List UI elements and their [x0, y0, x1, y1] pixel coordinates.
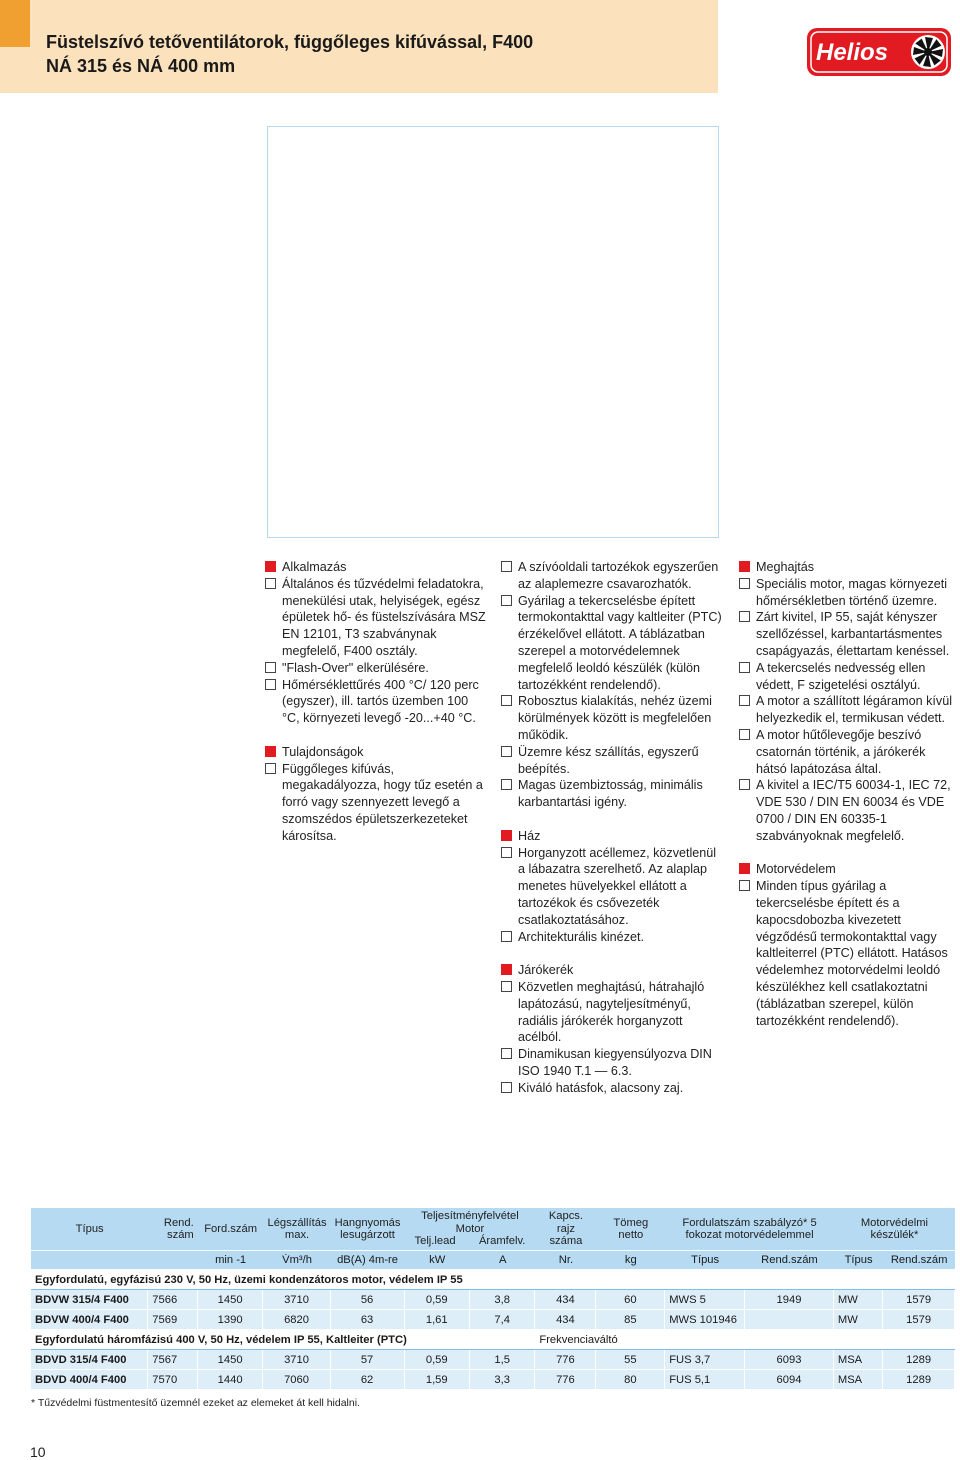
column-drive [739, 559, 957, 1029]
checkbox-icon [739, 695, 750, 706]
cell: MW [834, 1290, 883, 1310]
cell-type: BDVW 315/4 F400 [31, 1290, 148, 1310]
checkbox-icon [501, 779, 512, 790]
col-header: Rend. szám [148, 1208, 197, 1251]
cell: 1,61 [405, 1310, 470, 1330]
unit: kg [596, 1251, 665, 1270]
title-line-1: Füstelszívó tetőventilátorok, függőleges kifúvással, F400 [46, 32, 534, 52]
col-header-power [405, 1208, 536, 1251]
unit: dB(A) 4m-re [331, 1251, 405, 1270]
header-accent [0, 0, 30, 47]
table-row [31, 1310, 955, 1330]
section-row [31, 1330, 955, 1350]
checkbox-icon [501, 695, 512, 706]
heading-motorvedelem: Motorvédelem [739, 861, 957, 878]
checkbox-icon [739, 779, 750, 790]
list-item: Minden típus gyárilag a tekercselésbe épített és a kapocsdobozba kivezetett végződésű termokontakttal vagy kaltleiterrel (PTC) ellátott. Hatásos védelemhez motorvédelmi leoldó készülékhez kell csatlakoztatni (táblázatban szerepel, külön tartozékként rendelendő). [739, 878, 957, 1029]
checkbox-icon [739, 880, 750, 891]
cell: 1949 [745, 1290, 834, 1310]
checkbox-icon [501, 595, 512, 606]
cell: 434 [535, 1310, 596, 1330]
checkbox-icon [501, 847, 512, 858]
checkbox-icon [265, 763, 276, 774]
cell: 6094 [745, 1370, 834, 1390]
list-item: "Flash-Over" elkerülésére. [265, 660, 487, 677]
table-row [31, 1370, 955, 1390]
checkbox-icon [501, 931, 512, 942]
list-item: Kiváló hatásfok, alacsony zaj. [501, 1080, 723, 1097]
fan-icon [911, 35, 945, 69]
table-row [31, 1350, 955, 1370]
cell: 80 [596, 1370, 665, 1390]
cell: 1450 [198, 1290, 264, 1310]
cell [745, 1310, 834, 1330]
cell: 3,3 [470, 1370, 535, 1390]
col-header: Tömeg netto [596, 1208, 665, 1251]
red-square-icon [501, 830, 512, 841]
cell: 63 [331, 1310, 405, 1330]
cell: MWS 101946 [665, 1310, 745, 1330]
cell: 60 [596, 1290, 665, 1310]
unit: V̇m³/h [263, 1251, 330, 1270]
checkbox-icon [501, 981, 512, 992]
list-item: A motor a szállított légáramon kívül helyezkedik el, termikusan védett. [739, 693, 957, 727]
column-application [265, 559, 487, 845]
cell: 3710 [263, 1350, 330, 1370]
checkbox-icon [501, 1048, 512, 1059]
col-header: Hangnyomás lesugárzott [331, 1208, 405, 1251]
heading-tulajdonsagok: Tulajdonságok [265, 744, 487, 761]
unit: Típus [665, 1251, 745, 1270]
checkbox-icon [739, 662, 750, 673]
checkbox-icon [265, 578, 276, 589]
cell: 776 [535, 1350, 596, 1370]
section-label: Egyfordulatú háromfázisú 400 V, 50 Hz, védelem IP 55, Kaltleiter (PTC) [31, 1330, 535, 1350]
cell: 1289 [883, 1350, 955, 1370]
col-subheader: Áramfelv. [478, 1235, 526, 1248]
list-item: Üzemre kész szállítás, egyszerű beépítés. [501, 744, 723, 778]
cell: 7569 [148, 1310, 197, 1330]
cell: 3710 [263, 1290, 330, 1310]
cell-type: BDVD 315/4 F400 [31, 1350, 148, 1370]
list-item: Hőmérséklettűrés 400 °C/ 120 perc (egyszer), ill. tartós üzemben 100 °C, környezeti levegő -20...+40 °C. [265, 677, 487, 727]
cell: 1579 [883, 1290, 955, 1310]
cell: 1,59 [405, 1370, 470, 1390]
spec-table [31, 1208, 955, 1390]
cell: 7566 [148, 1290, 197, 1310]
cell: FUS 5,1 [665, 1370, 745, 1390]
cell: 1579 [883, 1310, 955, 1330]
list-item: Dinamikusan kiegyensúlyozva DIN ISO 1940 T.1 — 6.3. [501, 1046, 723, 1080]
cell: 6093 [745, 1350, 834, 1370]
heading-meghajtas: Meghajtás [739, 559, 957, 576]
cell: 56 [331, 1290, 405, 1310]
table-header-row [31, 1208, 955, 1251]
table-row [31, 1290, 955, 1310]
unit: kW [405, 1251, 470, 1270]
helios-logo [806, 27, 952, 77]
red-square-icon [739, 561, 750, 572]
page-title [46, 30, 533, 78]
unit: min -1 [198, 1251, 264, 1270]
checkbox-icon [265, 662, 276, 673]
list-item: Közvetlen meghajtású, hátrahajló lapátozású, nagyteljesítményű, radiális járókerék horganyzott acélból. [501, 979, 723, 1046]
cell: 0,59 [405, 1350, 470, 1370]
col-header: Fordulatszám szabályzó* 5 fokozat motorvédelemmel [665, 1208, 834, 1251]
column-properties [501, 559, 723, 1097]
product-image-frame [267, 126, 719, 538]
section-extra: Frekvenciaváltó [535, 1330, 955, 1350]
cell: 1450 [198, 1350, 264, 1370]
list-item: Architekturális kinézet. [501, 929, 723, 946]
list-item: Speciális motor, magas környezeti hőmérsékletben történő üzemre. [739, 576, 957, 610]
col-subheader: Telj.lead [414, 1235, 456, 1248]
checkbox-icon [501, 561, 512, 572]
cell: 7,4 [470, 1310, 535, 1330]
cell: 3,8 [470, 1290, 535, 1310]
page-number: 10 [30, 1444, 46, 1460]
heading-jarokerek: Járókerék [501, 962, 723, 979]
checkbox-icon [739, 611, 750, 622]
cell-type: BDVD 400/4 F400 [31, 1370, 148, 1390]
cell: 1289 [883, 1370, 955, 1390]
list-item: Általános és tűzvédelmi feladatokra, menekülési utak, helyiségek, egész épületek hő- és füstelszívására MSZ EN 12101, T3 szabványnak megfelelő, F400 osztály. [265, 576, 487, 660]
checkbox-icon [739, 729, 750, 740]
col-header: Kapcs. rajz száma [535, 1208, 596, 1251]
col-header: Légszállítás max. [263, 1208, 330, 1251]
red-square-icon [739, 863, 750, 874]
checkbox-icon [739, 578, 750, 589]
heading-haz: Ház [501, 828, 723, 845]
list-item: A kivitel a IEC/T5 60034-1, IEC 72, VDE 530 / DIN EN 60034 és VDE 0700 / DIN EN 60335-1 szabványoknak megfelelő. [739, 777, 957, 844]
title-line-2: NÁ 315 és NÁ 400 mm [46, 56, 236, 76]
cell: 434 [535, 1290, 596, 1310]
cell: 55 [596, 1350, 665, 1370]
cell: FUS 3,7 [665, 1350, 745, 1370]
list-item: Zárt kivitel, IP 55, saját kényszer szellőzéssel, karbantartásmentes csapágyazás, élettartam kenéssel. [739, 609, 957, 659]
list-item: A szívóoldali tartozékok egyszerűen az alaplemezre csavarozhatók. [501, 559, 723, 593]
cell: 62 [331, 1370, 405, 1390]
list-item: A motor hűtőlevegője beszívó csatornán történik, a járókerék hátsó lapátozása által. [739, 727, 957, 777]
cell: 57 [331, 1350, 405, 1370]
cell-type: BDVW 400/4 F400 [31, 1310, 148, 1330]
cell: MWS 5 [665, 1290, 745, 1310]
logo-text: Helios [816, 39, 889, 66]
unit: Típus [834, 1251, 883, 1270]
red-square-icon [265, 746, 276, 757]
checkbox-icon [501, 1082, 512, 1093]
cell: 776 [535, 1370, 596, 1390]
col-header: Teljesítményfelvétel Motor [421, 1210, 519, 1235]
cell: 7570 [148, 1370, 197, 1390]
unit: A [470, 1251, 535, 1270]
red-square-icon [265, 561, 276, 572]
cell: MSA [834, 1350, 883, 1370]
cell: MSA [834, 1370, 883, 1390]
footnote: * Tűzvédelmi füstmentesítő üzemnél ezeket az elemeket át kell hidalni. [31, 1397, 360, 1409]
cell: 6820 [263, 1310, 330, 1330]
cell: 7060 [263, 1370, 330, 1390]
cell: 1440 [198, 1370, 264, 1390]
cell: 1390 [198, 1310, 264, 1330]
cell: 7567 [148, 1350, 197, 1370]
cell: MW [834, 1310, 883, 1330]
red-square-icon [501, 964, 512, 975]
cell: 85 [596, 1310, 665, 1330]
section-label: Egyfordulatú, egyfázisú 230 V, 50 Hz, üzemi kondenzátoros motor, védelem IP 55 [31, 1270, 955, 1290]
unit: Rend.szám [745, 1251, 834, 1270]
col-header: Motorvédelmi készülék* [834, 1208, 955, 1251]
checkbox-icon [501, 746, 512, 757]
list-item: Horganyzott acéllemez, közvetlenül a lábazatra szerelhető. Az alaplap menetes hüvelyekkel ellátott a tartozékok és csővezeték csatlakoztatásához. [501, 845, 723, 929]
list-item: Gyárilag a tekercselésbe épített termokontakttal vagy kaltleiter (PTC) érzékelővel ellátott. A táblázatban szerepel a motorvédelemnek megfelelő leoldó készülék (külön tartozékként rendelendő). [501, 593, 723, 694]
unit: Rend.szám [883, 1251, 955, 1270]
units-row [31, 1251, 955, 1270]
col-header: Típus [31, 1208, 148, 1251]
unit: Nr. [535, 1251, 596, 1270]
section-row [31, 1270, 955, 1290]
cell: 1,5 [470, 1350, 535, 1370]
list-item: Robosztus kialakítás, nehéz üzemi körülmények között is megfelelően működik. [501, 693, 723, 743]
list-item: A tekercselés nedvesség ellen védett, F szigetelési osztályú. [739, 660, 957, 694]
list-item: Magas üzembiztosság, minimális karbantartási igény. [501, 777, 723, 811]
col-header: Ford.szám [198, 1208, 264, 1251]
cell: 0,59 [405, 1290, 470, 1310]
list-item: Függőleges kifúvás, megakadályozza, hogy tűz esetén a forró vagy szennyezett levegő a szomszédos épületszerkezeteket károsítsa. [265, 761, 487, 845]
checkbox-icon [265, 679, 276, 690]
heading-alkalmazas: Alkalmazás [265, 559, 487, 576]
